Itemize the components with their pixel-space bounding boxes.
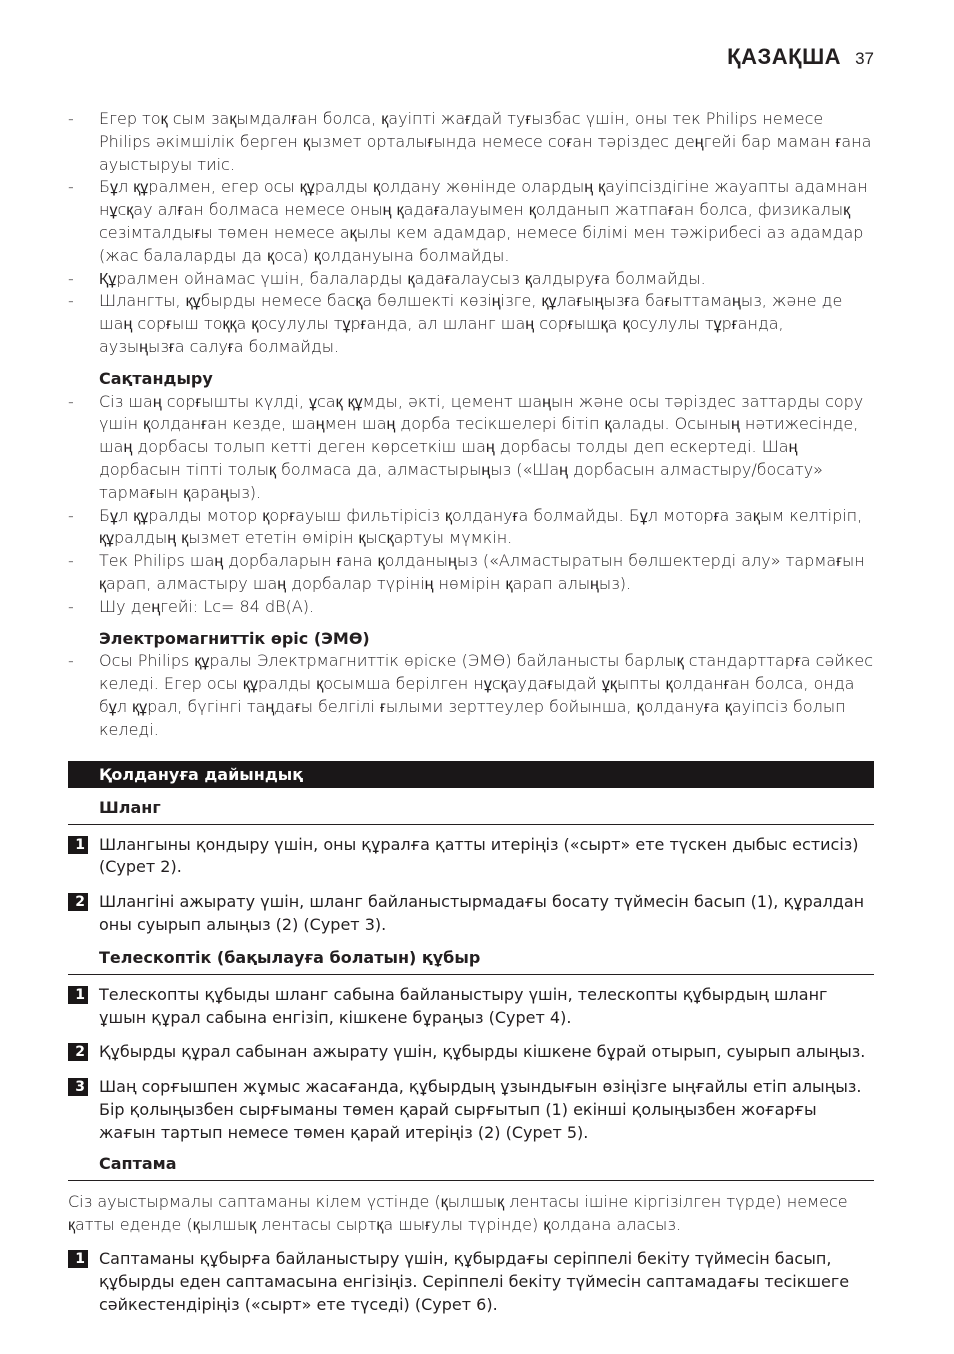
subsection-heading-nozzle: Саптама: [68, 1153, 874, 1181]
page-number: 37: [855, 49, 874, 68]
list-item: - Осы Philips құралы Электрмагниттік өріске (ЭМӨ) байланысты барлық стандарттарға сәйкес келеді. Егер осы құралды қосымша берілген нұсқаудағыдай ұқыпты қолданған болса, онда бұл құрал, бүгінгі таңдағы белгілі ғылыми зерттеулер бойынша, қолдануға қауіпсіз болып келеді.: [68, 651, 873, 739]
list-item: - Бұл құралды мотор қорғауыш фильтірісіз қолдануға болмайды. Бұл моторға зақым келтіріп, құралдың қызмет ететін өмірін қысқартуы мүмкін.: [68, 505, 863, 548]
list-item: - Егер тоқ сым зақымдалған болса, қауіпті жағдай туғызбас үшін, оны тек Philips немесе Philips әкімшілік берген қызмет орталығында немесе соған тәріздес деңгейі бар маман ғана ауыстыруы тиіс.: [68, 109, 872, 174]
list-item: - Тек Philips шаң дорбаларын ғана қолданыңыз («Алмастыратын бөлшектерді алу» тармағын қарап, алмастыру шаң дорбалар түрінің нөмірін қарап алыңыз).: [68, 551, 865, 593]
warnings-list: [68, 108, 874, 359]
list-item: - Сіз шаң сорғышты күлді, ұсақ құмды, әкті, цемент шаңын және осы тәріздес заттарды сору үшін қолданған кезде, шаңмен шаң дорба тесікшелері бітіп қалады. Осының нәтижесінде, шаң дорбасы толып кетті деген көрсеткіш шаң дорбасы толды деп ескертеді. Шаң дорбасын тіпті толық болмаса да, алмастырыңыз («Шаң дорбасын алмастыру/босату» тармағын қараңыз).: [68, 391, 864, 502]
step-number: 2: [68, 1043, 88, 1061]
step-number: 3: [68, 1078, 88, 1096]
step-item: 3 Шаң сорғышпен жұмыс жасағанда, құбырдың ұзындығын өзіңізге ыңғайлы етіп алыңыз. Бір қолыңызбен сырғыманы төмен қарай сырғытып (1) екінші қолыңызбен жоғарғы жағын тартып немесе төмен қарай итеріңіз (2) (Сурет 5).: [68, 1076, 874, 1144]
step-number: 1: [68, 836, 88, 854]
subsection-heading-hose: Шланг: [68, 797, 874, 825]
step-item: 1 Саптаманы құбырға байланыстыру үшін, құбырдағы серіппелі бекіту түймесін басып, құбырды еден саптамасына енгізіңіз. Серіппелі бекіту түймесін саптамадағы тесікшеге сәйкестендіріңіз («сырт» ете түседі) (Сурет 6).: [68, 1248, 874, 1316]
emf-list: [68, 650, 874, 741]
caution-list: [68, 391, 874, 619]
step-number: 2: [68, 893, 88, 911]
emf-heading: Электромагниттік өріс (ЭМӨ): [99, 628, 370, 648]
step-item: 1 Телескопты құбыды шланг сабына байланыстыру үшін, телескопты құбырдың шланг ұшын құрал сабына енгізіп, кішкене бұраңыз (Сурет 4).: [68, 984, 874, 1030]
step-item: 1 Шлангыны қондыру үшін, оны құралға қатты итеріңіз («сырт» ете түскен дыбыс естисіз) (Сурет 2).: [68, 834, 874, 880]
caution-heading: Сақтандыру: [99, 368, 213, 388]
step-number: 1: [68, 986, 88, 1004]
step-item: 2 Құбырды құрал сабынан ажырату үшін, құбырды кішкене бұрай отырып, суырып алыңыз.: [68, 1041, 874, 1064]
subsection-heading-tube: Телескоптік (бақылауға болатын) құбыр: [68, 947, 874, 975]
list-item: - Шу деңгейі: Lc= 84 dB(A).: [68, 596, 315, 616]
page-content: [68, 108, 874, 1317]
step-item: 2 Шлангіні ажырату үшін, шланг байланыстырмадағы босату түймесін басып (1), құралдан оны суырып алыңыз (2) (Сурет 3).: [68, 891, 874, 937]
step-number: 1: [68, 1250, 88, 1268]
list-item: - Құралмен ойнамас үшін, балаларды қадағалаусыз қалдыруға болмайды.: [68, 268, 706, 288]
language-title: ҚАЗАҚША: [727, 44, 842, 69]
section-heading-preparation: Қолдануға дайындық: [68, 761, 874, 788]
page-header: [727, 44, 874, 78]
list-item: - Бұл құралмен, егер осы құралды қолдану жөнінде олардың қауіпсіздігіне жауапты адамнан нұсқау алған болмаса немесе оның қадағалауымен қолданып жатпаған болса, физикалық сезімталдығы төмен немесе ақылы кем адамдар, немесе білімі мен тәжірибесі аз адамдар (жас балаларды да қоса) қолдануына болмайды.: [68, 177, 868, 265]
list-item: - Шлангты, құбырды немесе басқа бөлшекті көзіңізге, құлағыңызға бағыттамаңыз, және де шаң сорғыш тоққа қосулулы тұрғанда, ал шланг шаң сорғышқа қосулулы тұрғанда, аузыңызға салуға болмайды.: [68, 291, 843, 356]
nozzle-intro: Сіз ауыстырмалы саптаманы кілем үстінде (қылшық лентасы ішіне кіргізілген түрде) немесе қатты еденде (қылшық лентасы сыртқа шығулы түрінде) қолдана аласыз.: [68, 1192, 848, 1235]
